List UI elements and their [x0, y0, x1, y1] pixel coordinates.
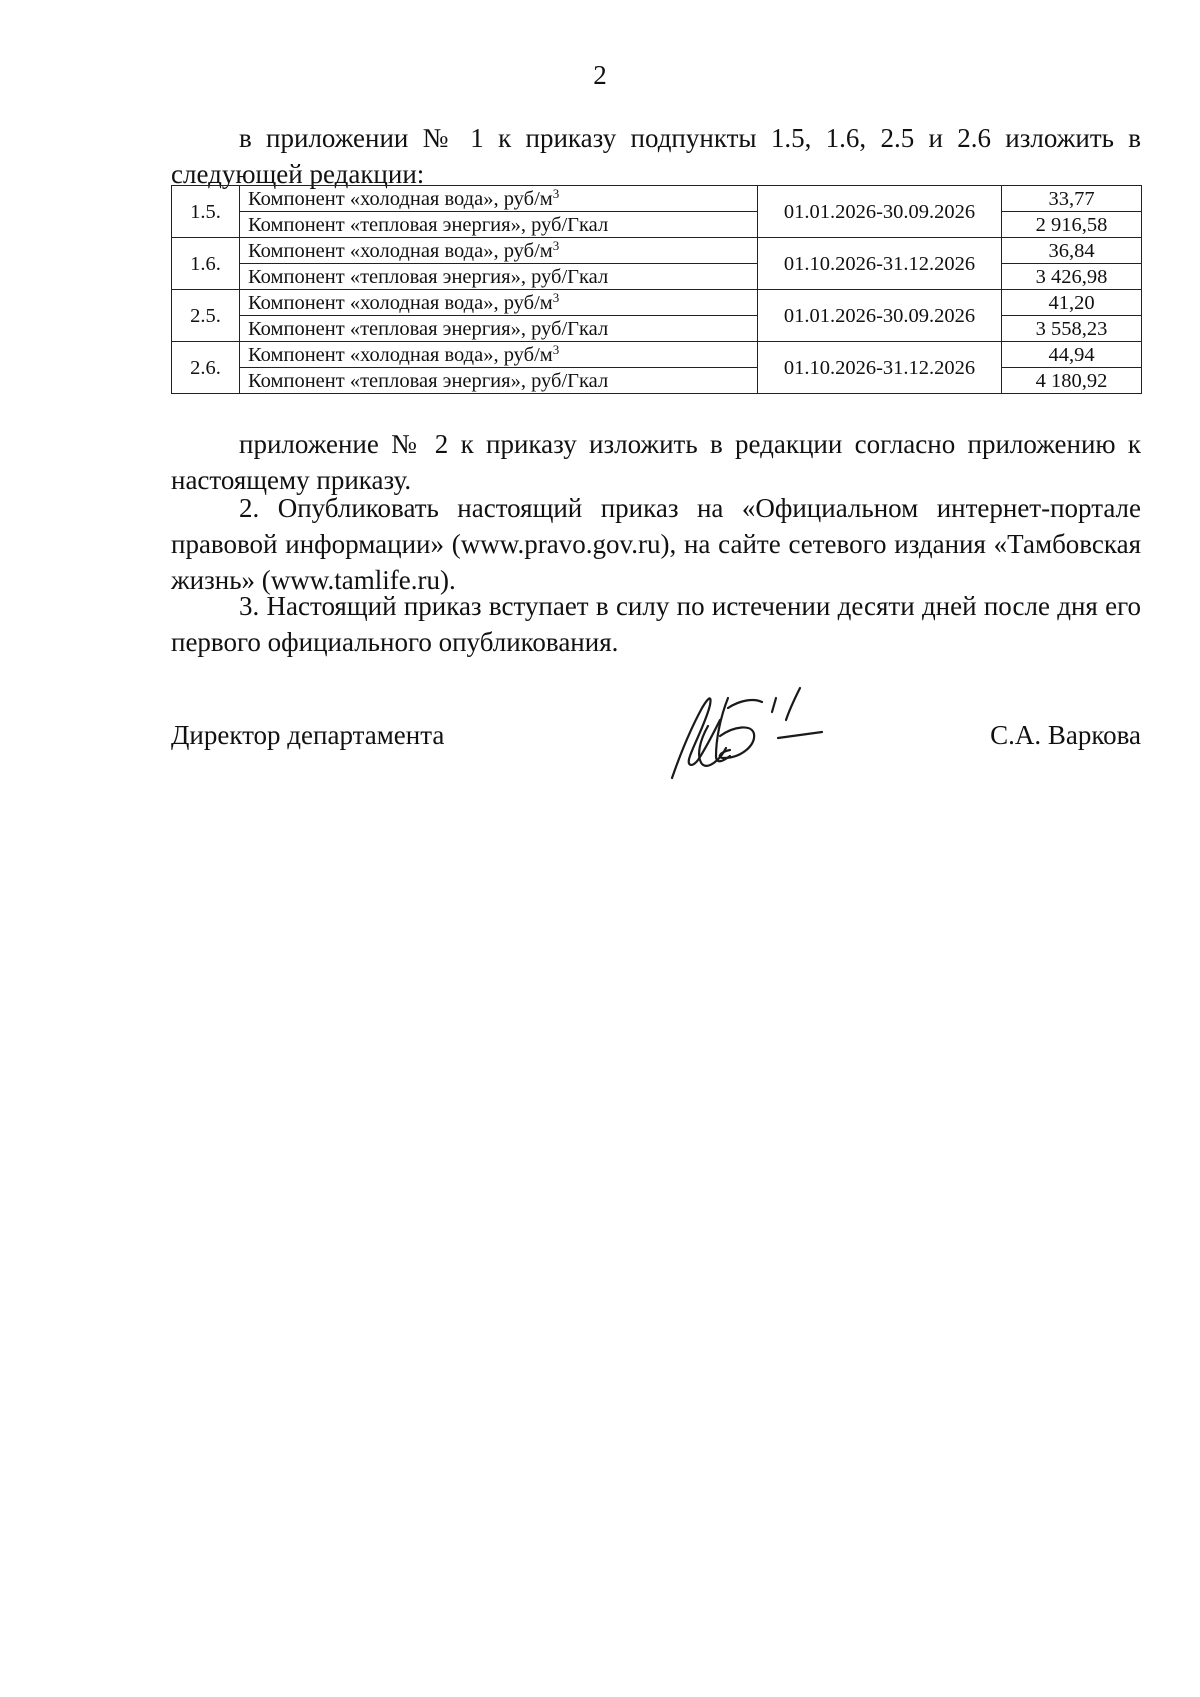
component-cell [240, 238, 758, 264]
item-3-paragraph: 3. Настоящий приказ вступает в силу по истечении десяти дней после дня его первого официального опубликования. [171, 591, 1141, 657]
period-cell: 01.10.2026-31.12.2026 [758, 238, 1002, 290]
component-label: Компонент «холодная вода», руб/м [248, 343, 553, 366]
page-number: 2 [593, 60, 607, 90]
component-cell [240, 368, 758, 394]
table-row [172, 186, 1142, 212]
subitem-number: 1.5. [172, 186, 240, 238]
period-cell: 01.10.2026-31.12.2026 [758, 342, 1002, 394]
unit-superscript: 3 [552, 341, 560, 357]
tariff-value: 2 916,58 [1002, 212, 1142, 238]
tariff-value: 3 558,23 [1002, 316, 1142, 342]
component-cell [240, 186, 758, 212]
component-label: Компонент «тепловая энергия», руб/Гкал [248, 265, 609, 288]
component-cell [240, 342, 758, 368]
item-2-paragraph: 2. Опубликовать настоящий приказ на «Официальном интернет-портале правовой информации» (www.pravo.gov.ru), на сайте сетевого издания «Тамбовская жизнь» (www.tamlife.ru). [171, 493, 1141, 595]
signer-title: Директор департамента [171, 720, 445, 750]
component-cell [240, 316, 758, 342]
tariff-value: 4 180,92 [1002, 368, 1142, 394]
subitem-number: 2.5. [172, 290, 240, 342]
component-label: Компонент «тепловая энергия», руб/Гкал [248, 369, 609, 392]
component-label: Компонент «холодная вода», руб/м [248, 239, 553, 262]
intro-paragraph: в приложении № 1 к приказу подпункты 1.5, 1.6, 2.5 и 2.6 изложить в следующей редакции: [171, 123, 1141, 189]
tariff-value: 36,84 [1002, 238, 1142, 264]
unit-superscript: 3 [552, 185, 560, 201]
component-label: Компонент «тепловая энергия», руб/Гкал [248, 317, 609, 340]
period-cell: 01.01.2026-30.09.2026 [758, 290, 1002, 342]
table-row [172, 238, 1142, 264]
component-cell [240, 264, 758, 290]
component-label: Компонент «холодная вода», руб/м [248, 291, 553, 314]
unit-superscript: 3 [552, 289, 560, 305]
subitem-number: 2.6. [172, 342, 240, 394]
component-label: Компонент «холодная вода», руб/м [248, 187, 553, 210]
tariff-value: 33,77 [1002, 186, 1142, 212]
tariff-table [171, 185, 1142, 394]
component-cell [240, 290, 758, 316]
unit-superscript: 3 [552, 237, 560, 253]
tariff-value: 3 426,98 [1002, 264, 1142, 290]
tariff-value: 41,20 [1002, 290, 1142, 316]
component-label: Компонент «тепловая энергия», руб/Гкал [248, 213, 609, 236]
table-row [172, 342, 1142, 368]
annex-paragraph: приложение № 2 к приказу изложить в редакции согласно приложению к настоящему приказу. [171, 429, 1141, 495]
signer-name: С.А. Варкова [990, 720, 1141, 750]
component-cell [240, 212, 758, 238]
handwritten-signature [650, 660, 830, 780]
tariff-value: 44,94 [1002, 342, 1142, 368]
table-row [172, 290, 1142, 316]
period-cell: 01.01.2026-30.09.2026 [758, 186, 1002, 238]
subitem-number: 1.6. [172, 238, 240, 290]
